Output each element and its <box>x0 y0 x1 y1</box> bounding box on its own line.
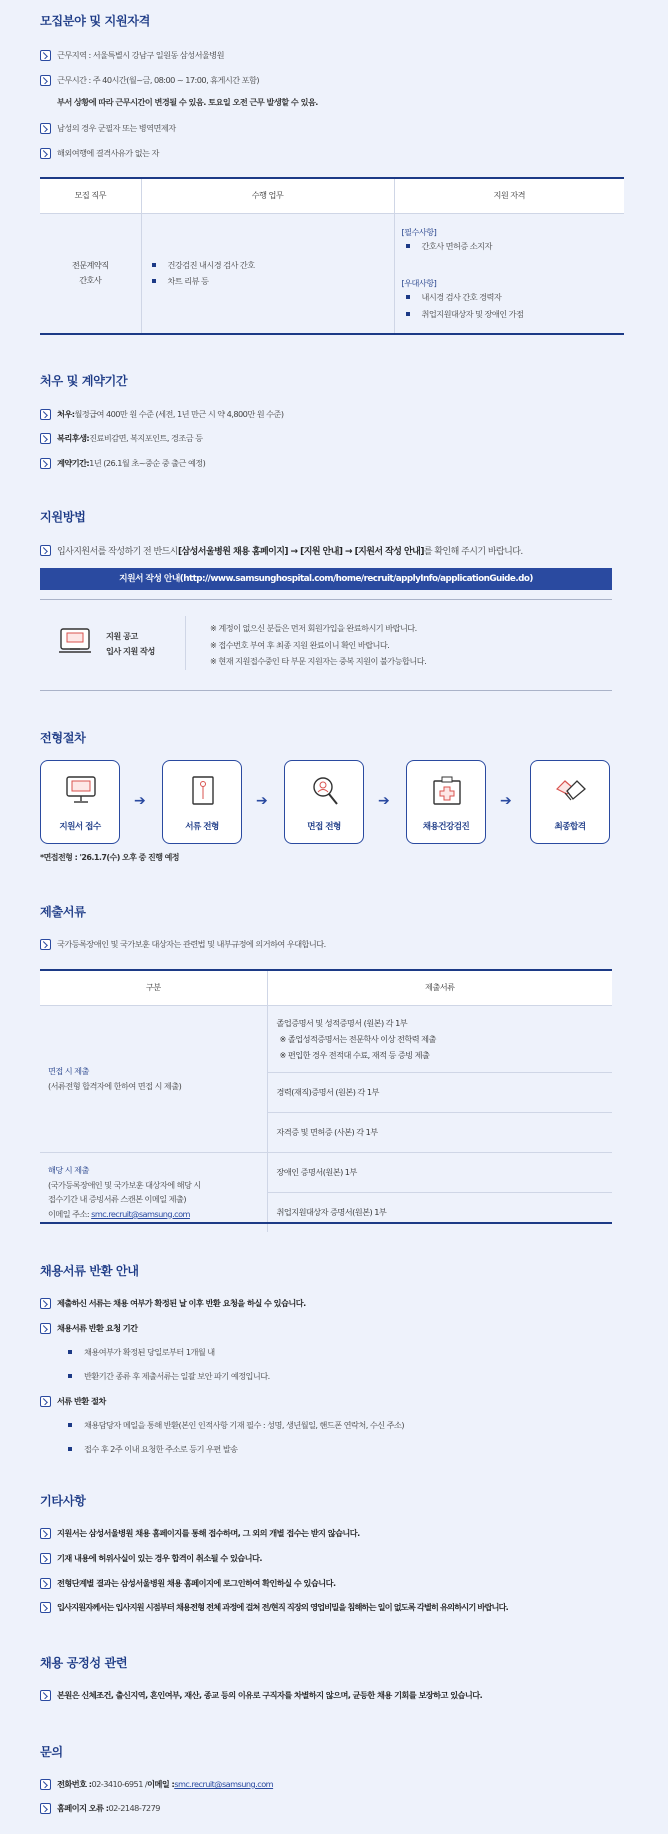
bullet-apply-guide: 입사지원서를 작성하기 전 반드시 [삼성서울병원 채용 홈페이지] → [지원 안내] → [지원서 작성 안내] 를 확인해 주시기 바랍니다. <box>40 543 620 557</box>
interview-note: *면접전형 : '26.1.7(수) 오후 중 진행 예정 <box>40 853 179 862</box>
section-title-return: 채용서류 반환 안내 <box>40 1264 139 1278</box>
step-health-check: 채용건강검진 <box>406 760 486 844</box>
section-title-apply: 지원방법 <box>40 510 86 524</box>
check-icon <box>40 1578 51 1589</box>
section-title-recruit-field: 모집분야 및 지원자격 <box>40 14 151 28</box>
duty-item: 건강검진 내시경 검사 간호 <box>152 258 404 272</box>
bullet-pay: 처우: 월정급여 400만 원 수준 (세전, 1년 만근 시 약 4,800만 원 수준) <box>40 407 620 421</box>
preferred-item: 취업지원대상자 및 장애인 가점 <box>406 307 636 321</box>
step-document: 서류 전형 <box>162 760 242 844</box>
step-application: 지원서 접수 <box>40 760 120 844</box>
step-final-pass: 최종합격 <box>530 760 610 844</box>
check-icon <box>40 123 51 134</box>
cell-conditional-submit: 해당 시 제출 (국가등록장애인 및 국가보훈 대상자에 해당 시 접수기간 내 증빙서류 스캔본 이메일 제출) 이메일 주소: smc.recruit@samsung.com <box>40 1152 267 1232</box>
cell-job: 전문계약직 간호사 <box>40 213 141 333</box>
arrow-right-icon: ➔ <box>256 793 268 809</box>
check-icon <box>40 1602 51 1613</box>
bullet-etc-3: 전형단계별 결과는 삼성서울병원 채용 홈페이지에 로그인하여 확인하실 수 있습니다. <box>40 1576 620 1590</box>
check-icon <box>40 1803 51 1814</box>
bullet-etc-4: 입사지원자께서는 입사지원 시점부터 채용전형 전체 과정에 걸쳐 전/현직 직장의 영업비밀을 침해하는 일이 없도록 각별히 유의하시기 바랍니다. <box>40 1600 620 1614</box>
check-icon <box>40 75 51 86</box>
cell-doc-grad: 졸업증명서 및 성적증명서 (원본) 각 1부 ※ 졸업성적증명서는 전문학사 이상 전학력 제출 ※ 편입한 경우 전적대 수료, 재적 등 증빙 제출 <box>267 1005 612 1072</box>
bullet-return-2: 채용서류 반환 요청 기간 <box>40 1321 620 1335</box>
bullet-military: 남성의 경우 군필자 또는 병역면제자 <box>40 121 620 135</box>
table-bottom-line <box>40 1222 612 1224</box>
section-title-contact: 문의 <box>40 1745 63 1759</box>
bullet-contract: 계약기간: 1년 (26.1월 초~중순 중 출근 예정) <box>40 456 620 470</box>
email-link[interactable]: smc.recruit@samsung.com <box>91 1208 190 1219</box>
bullet-return-3: 서류 반환 절차 <box>40 1394 620 1408</box>
bullet-contact-phone: 전화번호 : 02-3410-6951 / 이메일 : smc.recruit@samsung.com <box>40 1777 620 1791</box>
return-period-item: 채용여부가 확정된 당일로부터 1개월 내 <box>68 1345 215 1359</box>
section-title-process: 전형절차 <box>40 731 86 745</box>
return-process-item: 채용담당자 메일을 통해 반환(본인 인적사항 기재 필수 : 성명, 생년월일, 핸드폰 연락처, 수신 주소) <box>68 1418 404 1432</box>
required-item: 간호사 면허증 소지자 <box>406 239 636 253</box>
cell-interview-submit: 면접 시 제출 (서류전형 합격자에 한하여 면접 시 제출) <box>40 1005 267 1152</box>
check-icon <box>40 1528 51 1539</box>
return-period-item: 반환기간 종류 후 제출서류는 일괄 보안 파기 예정입니다. <box>68 1369 270 1383</box>
vertical-divider <box>185 616 186 670</box>
table-bottom-line <box>40 333 624 335</box>
bullet-fairness: 본원은 신체조건, 출신지역, 혼인여부, 재산, 종교 등의 이유로 구직자를 차별하지 않으며, 균등한 채용 기회를 보장하고 있습니다. <box>40 1688 620 1702</box>
check-icon <box>40 1779 51 1790</box>
bullet-return-1: 제출하신 서류는 채용 여부가 확정된 날 이후 반환 요청을 하실 수 있습니다. <box>40 1296 620 1310</box>
bullet-etc-2: 기재 내용에 허위사실이 있는 경우 합격이 취소될 수 있습니다. <box>40 1551 620 1565</box>
check-icon <box>40 50 51 61</box>
envelope-icon <box>187 775 219 807</box>
recruit-field-table <box>40 179 624 333</box>
check-icon <box>40 458 51 469</box>
bullet-location: 근무지역 : 서울특별시 강남구 일원동 삼성서울병원 <box>40 48 620 62</box>
check-icon <box>40 1323 51 1334</box>
divider <box>40 690 612 691</box>
preferred-header: [우대사항] <box>401 278 437 289</box>
col-header-duty: 수행 업무 <box>141 179 394 213</box>
arrow-right-icon: ➔ <box>134 793 146 809</box>
application-icon <box>58 628 92 654</box>
check-icon <box>40 939 51 950</box>
application-icon-label: 지원 공고 입사 지원 작성 <box>106 631 155 656</box>
check-icon <box>40 409 51 420</box>
monitor-icon <box>65 775 97 805</box>
cell-doc-disability: 장애인 증명서(원본) 1부 <box>267 1152 612 1192</box>
section-title-etc: 기타사항 <box>40 1494 86 1508</box>
check-icon <box>40 1298 51 1309</box>
check-icon <box>40 1553 51 1564</box>
cell-doc-veteran: 취업지원대상자 증명서(원본) 1부 <box>267 1192 612 1232</box>
cell-doc-career: 경력(재직)증명서 (원본) 각 1부 <box>267 1072 612 1112</box>
preferred-item: 내시경 검사 간호 경력자 <box>406 290 636 304</box>
step-interview: 면접 전형 <box>284 760 364 844</box>
section-title-fairness: 채용 공정성 관련 <box>40 1656 128 1670</box>
required-header: [필수사항] <box>401 227 437 238</box>
cell-duty <box>141 213 394 333</box>
divider <box>40 599 612 600</box>
section-title-benefits: 처우 및 계약기간 <box>40 374 128 388</box>
magnifier-icon <box>309 775 341 807</box>
cell-qualification <box>394 213 624 333</box>
cell-doc-license: 자격증 및 면허증 (사본) 각 1부 <box>267 1112 612 1152</box>
handshake-icon <box>555 775 587 807</box>
apply-notes: ※ 계정이 없으신 분들은 먼저 회원가입을 완료하시기 바랍니다. ※ 접수번호 부여 후 최종 지원 완료이니 확인 바랍니다. ※ 현재 지원접수중인 타 부문 지원자는 중복 지원이 불가능합니다. <box>210 623 427 666</box>
col-header-qualification: 지원 자격 <box>394 179 624 213</box>
check-icon <box>40 433 51 444</box>
bullet-preference: 국가등록장애인 및 국가보훈 대상자는 관련법 및 내부규정에 의거하여 우대합니다. <box>40 937 620 951</box>
check-icon <box>40 1690 51 1701</box>
bullet-etc-1: 지원서는 삼성서울병원 채용 홈페이지를 통해 접수하며, 그 외의 개별 접수는 받지 않습니다. <box>40 1526 620 1540</box>
hours-note: 부서 상황에 따라 근무시간이 변경될 수 있음. 토요일 오전 근무 발생할 수 있음. <box>57 97 318 107</box>
documents-table <box>40 971 612 1232</box>
bullet-contact-homepage: 홈페이지 오류 : 02-2148-7279 <box>40 1801 620 1815</box>
contact-email-link[interactable]: smc.recruit@samsung.com <box>174 1779 274 1789</box>
col-header-docs: 제출서류 <box>267 971 612 1005</box>
apply-guide-link-button[interactable]: 지원서 작성 안내(http://www.samsunghospital.com/home/recruit/applyInfo/applicationGuide.do) <box>40 568 612 590</box>
check-icon <box>40 1396 51 1407</box>
bullet-overseas: 해외여행에 결격사유가 없는 자 <box>40 146 620 160</box>
col-header-job: 모집 직무 <box>40 179 141 213</box>
bullet-welfare: 복리후생: 진료비감면, 복지포인트, 경조금 등 <box>40 431 620 445</box>
arrow-right-icon: ➔ <box>500 793 512 809</box>
check-icon <box>40 148 51 159</box>
return-process-item: 접수 후 2주 이내 요청한 주소로 등기 우편 발송 <box>68 1442 238 1456</box>
check-icon <box>40 545 51 556</box>
arrow-right-icon: ➔ <box>378 793 390 809</box>
col-header-category: 구분 <box>40 971 267 1005</box>
section-title-documents: 제출서류 <box>40 905 86 919</box>
duty-item: 차트 리뷰 등 <box>152 274 404 288</box>
bullet-hours: 근무시간 : 주 40시간(월~금, 08:00 ~ 17:00, 휴게시간 포함) <box>40 73 620 87</box>
medical-kit-icon <box>431 775 463 807</box>
